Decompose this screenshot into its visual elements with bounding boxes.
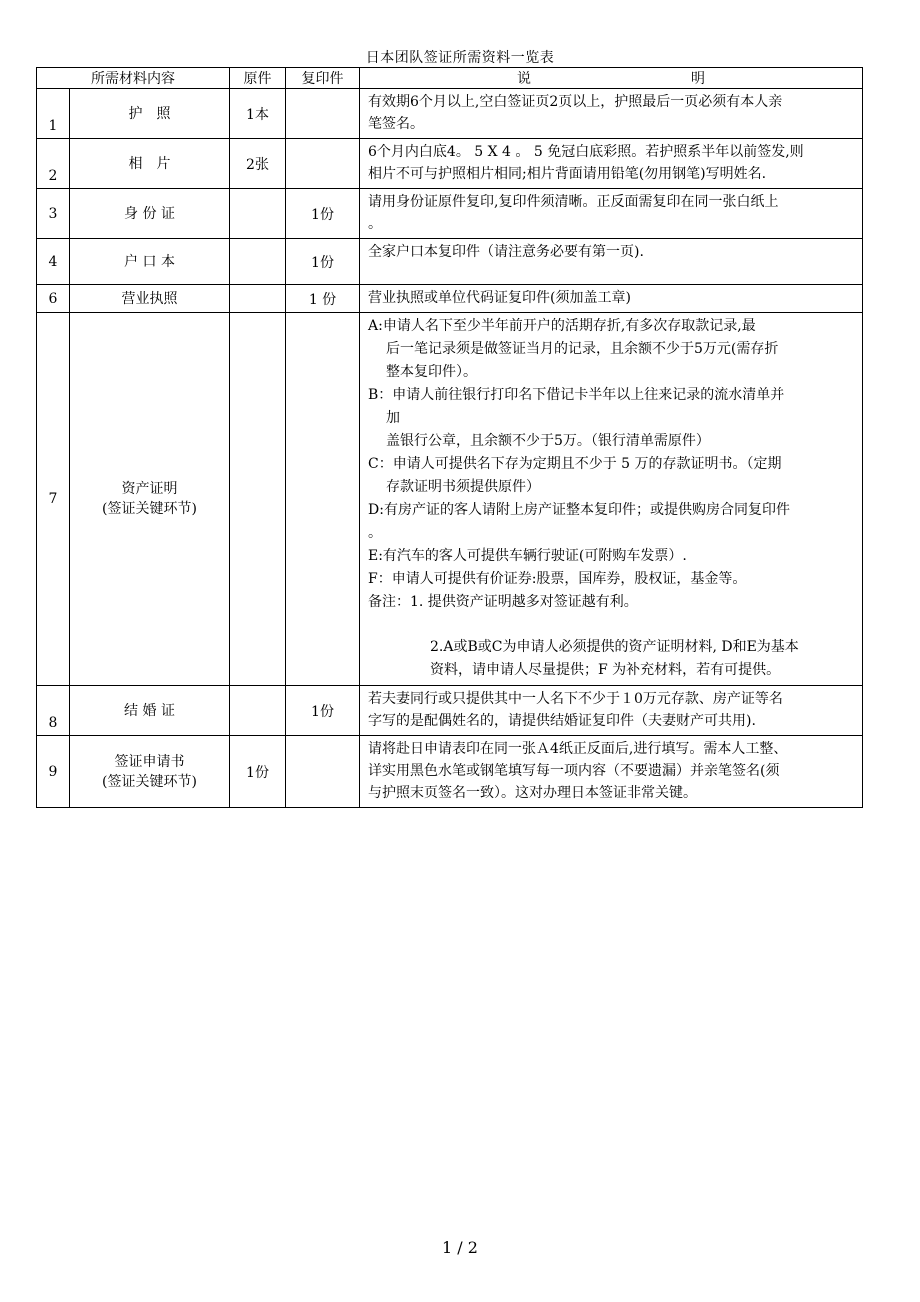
table-row (37, 285, 863, 313)
material-name: 资产证明 (签证关键环节) (70, 313, 230, 686)
header-original: 原件 (230, 68, 286, 89)
description: 有效期6个月以上,空白签证页2页以上，护照最后一页必须有本人亲 笔签名。 (360, 89, 863, 139)
original-count (230, 686, 286, 736)
copy-count: 1份 (286, 239, 360, 285)
description: A:申请人名下至少半年前开户的活期存折,有多次存取款记录,最 后一笔记录须是做签证当月的记录，且余额不少于5万元(需存折 整本复印件）。 B：申请人前往银行打印名下借记卡半年以上往来记录的流水清单并 加 盖银行公章，且余额不少于5万。（银行清单需原件） C：申请人可提供名下存为定期且不少于 5 万的存款证明书。（定期 存款证明书须提供原件） D:有房产证的客人请附上房产证整本复印件；或提供购房合同复印件 。 E:有汽车的客人可提供车辆行驶证(可附购车发票）. F：申请人可提供有价证券:股票，国库券，股权证，基金等。 备注：1. 提供资产证明越多对签证越有利。 2.A或B或C为申请人必须提供的资产证明材料, D和E为基本 资料，请申请人尽量提供；F 为补充材料，若有可提供。 (360, 313, 863, 686)
row-number: 1 (37, 89, 70, 139)
material-name: 签证申请书 (签证关键环节) (70, 736, 230, 808)
header-copy: 复印件 (286, 68, 360, 89)
description: 全家户口本复印件（请注意务必要有第一页). (360, 239, 863, 285)
copy-count (286, 89, 360, 139)
requirements-table (36, 67, 863, 808)
table-row (37, 686, 863, 736)
description: 若夫妻同行或只提供其中一人名下不少于１0万元存款、房产证等名 字写的是配偶姓名的，请提供结婚证复印件（夫妻财产可共用). (360, 686, 863, 736)
row-number: 9 (37, 736, 70, 808)
description: 营业执照或单位代码证复印件(须加盖工章) (360, 285, 863, 313)
material-name: 护 照 (70, 89, 230, 139)
material-name: 结 婚 证 (70, 686, 230, 736)
description: 6个月内白底4。 5 X 4 。 5 免冠白底彩照。若护照系半年以前签发,则 相片不可与护照相片相同;相片背面请用铅笔(勿用钢笔)写明姓名. (360, 139, 863, 189)
row-number: 7 (37, 313, 70, 686)
header-material: 所需材料内容 (37, 68, 230, 89)
header-description: 说 明 (360, 68, 863, 89)
original-count (230, 285, 286, 313)
table-row (37, 239, 863, 285)
page-title: 日本团队签证所需资料一览表 (365, 50, 555, 66)
table-row (37, 189, 863, 239)
table-row (37, 139, 863, 189)
material-name: 营业执照 (70, 285, 230, 313)
copy-count (286, 736, 360, 808)
original-count: 1份 (230, 736, 286, 808)
row-number: 3 (37, 189, 70, 239)
material-name: 户 口 本 (70, 239, 230, 285)
row-number: 2 (37, 139, 70, 189)
original-count: 2张 (230, 139, 286, 189)
row-number: 6 (37, 285, 70, 313)
table-row (37, 313, 863, 686)
copy-count (286, 313, 360, 686)
original-count (230, 239, 286, 285)
original-count (230, 313, 286, 686)
table-row (37, 89, 863, 139)
copy-count: 1份 (286, 189, 360, 239)
copy-count: 1 份 (286, 285, 360, 313)
row-number: 8 (37, 686, 70, 736)
material-name: 相 片 (70, 139, 230, 189)
copy-count: 1份 (286, 686, 360, 736)
original-count: 1本 (230, 89, 286, 139)
row-number: 4 (37, 239, 70, 285)
table-header-row (37, 68, 863, 89)
original-count (230, 189, 286, 239)
material-name: 身 份 证 (70, 189, 230, 239)
copy-count (286, 139, 360, 189)
page-number: 1 / 2 (442, 1238, 478, 1257)
table-row (37, 736, 863, 808)
description: 请将赴日申请表印在同一张Ａ4纸正反面后,进行填写。需本人工整、 详实用黑色水笔或钢笔填写每一项内容（不要遗漏）并亲笔签名(须 与护照末页签名一致）。这对办理日本签证非常关键。 (360, 736, 863, 808)
description: 请用身份证原件复印,复印件须清晰。正反面需复印在同一张白纸上 。 (360, 189, 863, 239)
